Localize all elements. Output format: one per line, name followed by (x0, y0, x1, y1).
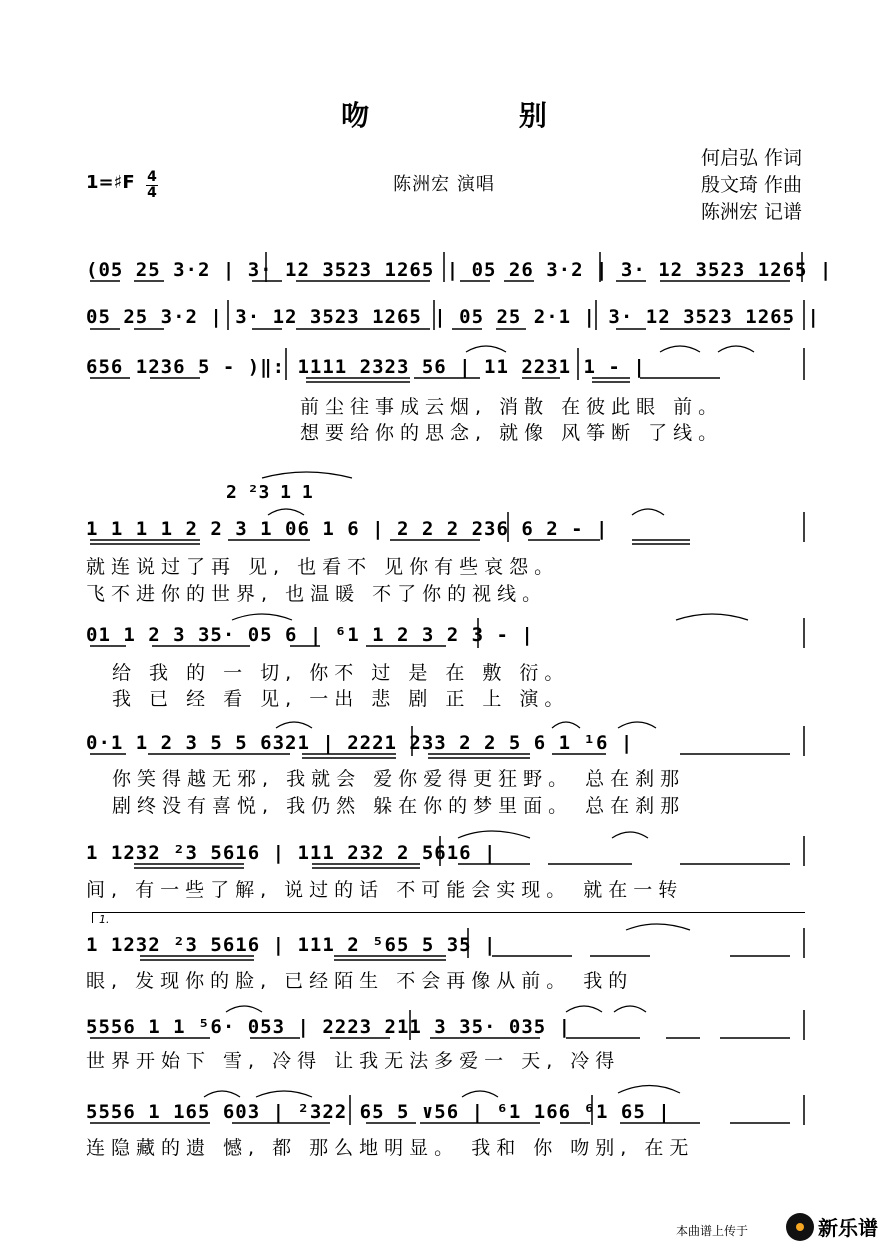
notation-row: 05 25 3·2 | 3· 12 3523 1265 | 05 25 2·1 | 3· 12 3523 1265 | (86, 306, 820, 328)
record-disc-icon (786, 1213, 814, 1241)
time-signature-bottom: 4 (147, 185, 157, 201)
lyric-line: 剧终没有喜悦, 我仍然 躲在你的梦里面。 总在刹那 (112, 795, 686, 817)
lyric-line: 想要给你的思念, 就像 风筝断 了线。 (300, 422, 724, 444)
time-signature-top: 4 (147, 169, 157, 185)
transcriber-credit: 陈洲宏 记谱 (700, 201, 802, 223)
lyric-line: 眼, 发现你的脸, 已经陌生 不会再像从前。 我的 (86, 970, 634, 992)
notation-row: 656 1236 5 - )‖: 1111 2323 56 | 11 2231 1 - | (86, 356, 646, 378)
notation-row: 5556 1 1 ⁵6· 053 | 2223 211 3 35· 035 | (86, 1016, 572, 1038)
lyric-line: 我 已 经 看 见, 一出 悲 剧 正 上 演。 (112, 688, 570, 710)
notation-row: 1 1232 ²3 5616 | 111 232 2 5616 | (86, 842, 497, 864)
lyric-line: 给 我 的 一 切, 你不 过 是 在 敷 衍。 (112, 662, 570, 684)
performer: 陈洲宏 演唱 (393, 174, 495, 195)
notation-row: 0·1 1 2 3 5 5 6321 | 2221 233 2 2 5 6 1 ¹6 | (86, 732, 634, 754)
lyricist-credit: 何启弘 作词 (700, 147, 802, 169)
lyric-line: 前尘往事成云烟, 消散 在彼此眼 前。 (300, 396, 724, 418)
lyric-line: 间, 有一些了解, 说过的话 不可能会实现。 就在一转 (86, 879, 684, 901)
notation-row: 1 1232 ²3 5616 | 111 2 ⁵65 5 35 | (86, 934, 497, 956)
notation-row: 1 1 1 1 2 2 3 1 06 1 6 | 2 2 2 236 6 2 - | (86, 518, 609, 540)
notation-row: 01 1 2 3 35· 05 6 | ⁶1 1 2 3 2 3 - | (86, 624, 534, 646)
composer-credit: 殷文琦 作曲 (700, 174, 802, 196)
key-signature: 1=♯F (86, 172, 135, 193)
site-logo[interactable] (786, 1212, 878, 1241)
lyric-line: 世界开始下 雪, 冷得 让我无法多爱一 天, 冷得 (86, 1050, 621, 1072)
lyric-line: 连隐藏的遗 憾, 都 那么地明显。 我和 你 吻别, 在无 (86, 1137, 695, 1159)
upload-note: 本曲谱上传于 (675, 1224, 748, 1238)
lyric-line: 飞不进你的世界, 也温暖 不了你的视线。 (86, 583, 548, 605)
alternate-notes: 2 ²3 1 1 (226, 482, 313, 503)
notation-row: (05 25 3·2 | 3· 12 3523 1265 | 05 26 3·2 | 3· 12 3523 1265 | (86, 259, 833, 281)
page-title: 吻 别 (341, 99, 617, 132)
logo-text: 新乐谱 (818, 1216, 878, 1240)
notation-row: 5556 1 165 603 | ²322 65 5 ∨56 | ⁶1 166 ⁶1 65 | (86, 1101, 671, 1123)
lyric-line: 你笑得越无邪, 我就会 爱你爱得更狂野。 总在刹那 (112, 768, 686, 790)
volta-label: 1. (99, 913, 110, 926)
lyric-line: 就连说过了再 见, 也看不 见你有些哀怨。 (86, 556, 560, 578)
